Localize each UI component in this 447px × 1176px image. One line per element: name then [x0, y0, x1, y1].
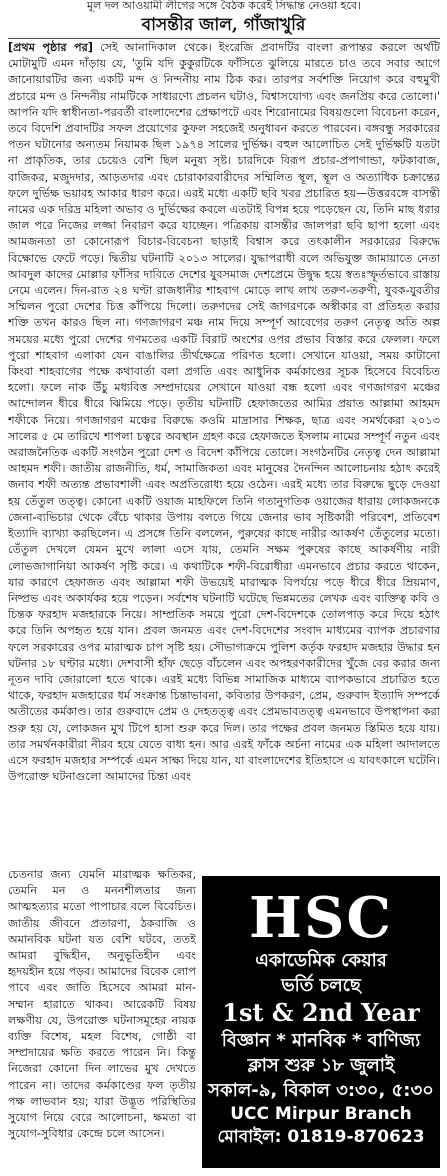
- ad-years: 1st & 2nd Year: [222, 998, 420, 1027]
- article-title: বাসন্তীর জাল, গাঁজাখুরি: [141, 15, 306, 35]
- title-rule: [8, 38, 440, 39]
- ad-times: সকাল-৯, বিকাল ৩:৩০, ৫:৩০: [208, 1080, 434, 1101]
- ad-phone: মোবাইল: 01819-870623: [217, 1127, 425, 1147]
- previous-article-tail: মূল দল আওয়ামী লীগের সঙ্গে বৈঠক করেই সিদ্ধান্ত নেওয়া হবে।: [87, 0, 361, 12]
- ad-brand: HSC: [249, 885, 393, 951]
- article-paragraph-main: [8, 40, 440, 867]
- ad-branch: UCC Mirpur Branch: [230, 1104, 412, 1124]
- hsc-advertisement: [202, 876, 440, 1168]
- ad-line-academic: একাডেমিক কেয়ার: [255, 950, 387, 971]
- ad-class-start: ক্লাস শুরু ১৮ জুলাই: [247, 1055, 395, 1076]
- article-paragraph-column: চেতনার জন্য যেমনি মারাত্মক ক্ষতিকর, তেমনি মন ও মননশীলতার জন্য আত্মহত্যার মতো পাপাচার বলে বিবেচিত। জাতীয় জীবনে প্রতারণা, ঠকবাজি ও অমানবিক ঘটনা যত বেশি ঘটবে, ততই আমরা বুদ্ধিহীন, অনুভূতিহীন এবং হৃদয়হীন হয়ে পড়ব। আমাদের বিবেক লোপ পাবে এবং জাতি হিসেবে আমরা মান-সম্মান হারাতে থাকব। আরেকটি বিষয় লক্ষণীয় যে, উপরোক্ত ঘটনাসমূহের নায়ক ব্যক্তি বিশেষ, মহল বিশেষ, গোষ্ঠী বা সম্প্রদায়ের ক্ষতি করতে পারেন নি। কিন্তু নিজেরা কোনো দিন লাভের মুখ দেখতে পারেন না। তাদের কর্মকাণ্ডের ফল তৃতীয় পক্ষ লাভবান হয়; যারা উদ্ভূত পরিস্থিতির সুযোগ নিয়ে বেরে আলোচনা, ক্ষমতা বা সুযোগ-সুবিধার কেন্দ্রে চলে আসেন।: [8, 868, 196, 1141]
- ad-line-admission: ভর্তি চলছে: [281, 975, 361, 996]
- ad-groups: বিজ্ঞান * মানবিক * বাণিজ্য: [221, 1030, 421, 1051]
- continuation-tag: [প্রথম পৃষ্ঠার পর]: [8, 41, 94, 54]
- paragraph-1-text: সেই আনাদিকাল থেকে। ইংরেজি প্রবাদটির বাংলা রূপান্তর করলে অর্থটি মোটামুটি এমন দাঁড়ায় যে, 'তুমি যদি কুকুরটিকে ফাঁসিতে ঝুলিয়ে মারতে চাও তবে সবার আগে জানোয়ারটির জন্য একটি মন্দ ও নিন্দনীয় নাম ঠিক কর। তারপর সর্বশক্তি নিয়োগ করে বহুমুখী প্রচারে মন্দ ও নিন্দনীয় নামটিকে সাধারণ্যে প্রচলন ঘটাও, বিশ্বাসযোগ্য এবং জনপ্রিয় করে তোলো।' আপনি যদি স্বাধীনতা-পরবর্তী বাংলাদেশের প্রেক্ষাপটে এবং শিরোনামের বিষয়গুলো বিবেচনা করেন, তবে বিদেশি প্রবাদটির সফল প্রয়োগের কুফল সহজেই অনুধাবন করতে পারবেন। বঙ্গবন্ধু সরকারের পতন ঘটানোর অন্যতম নিয়ামক ছিল ১৯৭৪ সালের দুর্ভিক্ষ। বহুল আলোচিত সেই দুর্ভিক্ষটি যতটা না প্রাকৃতিক, তার চেয়েও বেশি ছিল মনুষ্য সৃষ্ট। চারদিকে বিরূপ প্রচার-প্রপাগান্ডা, ফটকাবাজ, বাজিকর, মজুদদার, আড়তদার এবং চোরাকারবারীদের সম্মিলিত স্থূল, স্থূল ও অত্যাধিক চক্রান্তের ফলে দুর্ভিক্ষ ভয়াবহ আকার ধারণ করে। এরই মধ্যে একটি ছবি খবর প্রচারিত হয়—উত্তরবঙ্গে বাসন্তী নামের এক দরিদ্র মহিলা অভাব ও দুর্ভিক্ষের কবলে এতটাই বিপন্ন হয়ে পড়েছেন যে, তিনি মাছ ধরার জাল পরে নিজের লজ্জা নিবারণ করে যাচ্ছেন। পত্রিকায় বাসন্তীর জালপরা ছবি ছাপা হলো এবং আমজনতা তা কোনোরূপ বিচার-বিবেচনা ছাড়াই বিশ্বাস করে তৎকালীন সরকারের বিরুদ্ধে বিক্ষোভে ফেটে পড়ে। দ্বিতীয় ঘটনাটি ২০১৩ সালের। যুদ্ধাপরাধী বলে অভিযুক্ত জামায়াতে নেতা আবদুল কাদের মোল্লার ফাঁসির দাবিতে দেশের যুবসমাজ দেশপ্রেমে উদ্বুদ্ধ হয়ে স্বতঃস্ফূর্তভাবে রাস্তায় নেমে এলেন। দিন-রাত ২৪ ঘণ্টা রাজধানীর শাহবাগ মোড়ে লাখ লাখ তরুণ-তরুণী, যুবক-যুবতীর সম্মিলন পুরো দেশের চিত্ত কাঁপিয়ে দিলো। তরুণদের সেই জাগরণকে অস্বীকার বা প্রতিহত করার শক্তি তখন কারও ছিল না। গণজাগরণ মঞ্চ নাম দিয়ে সম্পূর্ণ আবেগের তরুণ নেতৃত্ব অতি অল্প সময়ের মধ্যে পুরো দেশের গণমতের একটি বিরাট অংশের ওপর প্রভাব বিস্তার করে ফেলল। ফলে পুরো শাহবাগ এলাকা যেন বাঙালির তীর্থক্ষেত্রে পরিণত হলো। সেখানে যাওয়া, সময় কাটানো কিংবা শাহবাগের পক্ষে কথাবার্তা বলা প্রগতি এবং আধুনিক কর্মকাণ্ডের সূচক হিসেবে বিবেচিত হলো। ফলে নাক উঁচু মধ্যবিত্ত সম্প্রদায়ের সেখানে যাওয়া বন্ধ হলো এবং গণজাগরণ মঞ্চের আন্দোলন ধীরে ধীরে ঝিমিয়ে পড়ে। তৃতীয় ঘটনাটি হেফাজতের আমির প্রয়াত আল্লামা আহমদ শফীকে নিয়ে। গণজাগরণ মঞ্চের বিরুদ্ধে কওমি মাদ্রাসার শিক্ষক, ছাত্র এবং সমর্থকেরা ২০১৩ সালের ৫ মে তারিখে শাপলা চত্বরে অবস্থান গ্রহণ করে হেফাজতে ইসলাম নামের সম্পূর্ণ নতুন এবং অরাজনৈতিক একটি সংগঠন পুরো দেশ ও বিদেশ কাঁপিয়ে তোলে। সংগঠনটির নেতৃত্ব দেন আল্লামা আহমদ শফী। জাতীয় রাজনীতি, ধর্ম, সামাজিকতা এবং মানুষের দৈনন্দিন আলোচনায় হঠাৎ করেই জনাব শফী অত্যন্ত প্রভাবশালী এবং অপ্রতিরোধ্য হয়ে ওঠেন। এরই মধ্যে তার বিরুদ্ধে ছুড়ে দেওয়া হয় তেঁতুল তত্ত্ব। কোনো একটি ওয়াজ মাহফিলে তিনি গতানুগতিক ওয়াজের ধারায় লোকজনকে জেনা-ব্যভিচার থেকে বেঁচে থাকার উপায় বলতে গিয়ে জেনার ভাব সৃষ্টিকারী পরিবেশ, প্রতিবেশ ইত্যাদি ব্যাখ্যা করছিলেন। এ প্রসঙ্গে তিনি বললেন, পুরুষের কাছে নারীর আকর্ষণ তেঁতুলের মতো। তেঁতুল দেখলে যেমন মুখে লালা এসে যায়, তেমনি সক্ষম পুরুষের কাছে আকর্ষণীয় নারী লোভজাগানিয়া আকর্ষণ সৃষ্টি করে। এ কথাটিকে শফী-বিরোধীরা এমনভাবে প্রচার করতে থাকেন, যার কারণে হেফাজত এবং আল্লামা শফী উভয়েই মারাত্মক বিপর্যয়ে পড়ে ধীরে ধীরে ম্রিয়মাণ, নিষ্প্রভ এবং অকার্যকর হয়ে পড়েন। সর্বশেষ ঘটনাটি ঘটেছে ভিন্নমতের লেখক এবং ব্যক্তিত্ব কবি ও চিন্তক ফরহাদ মজহারকে নিয়ে। সাম্প্রতিক সময়ে পুরো দেশ-বিদেশকে তোলপাড় করে দিয়ে হঠাৎ করে তিনি অপহৃত হয়ে যান। প্রবল জনমত এবং দেশ-বিদেশের সংবাদ মাধ্যমের ব্যাপক প্রচারণার ফলে সরকারের ওপর মারাত্মক চাপ সৃষ্টি হয়। সৌভাগ্যক্রমে পুলিশ কর্তৃক ফরহাদ মজহার উদ্ধার হন ঘটনার ১৮ ঘণ্টার মধ্যে। দেশবাসী হাঁফ ছেড়ে বাঁচলেন এবং অপহরণকারীদের খুঁজে বের করার জন্য নূতন দাবি জোরালো হতে থাকে। এরই মধ্যে বিভিন্ন সামাজিক মাধ্যমে ব্যাপকভাবে প্রচারিত হতে থাকে, ফরহাদ মজহারের ধর্ম সংক্রান্ত চিন্তাভাবনা, কবিতার উপকরণ, প্রেম, গুরুবাদ ইত্যাদি সম্পর্কে অতীতের কর্মকাণ্ড। তার গুরুবাদে প্রেম ও দেহতত্ত্ব এবং প্রেমভাবতত্ত্ব এমনভাবে উপস্থাপনা করা শুরু হয় যে, লোকজন মুখ টিপে হাসা শুরু করে দিল। তার পক্ষের প্রবল জনমত স্তিমিত হয়ে যায়। তার সমর্থনকারীরা নীরব হয়ে যেতে বাধ্য হন। আর এরই ফাঁকে অর্চনা নামের এক মহিলা আদালতে এসে ফরহাদ মজহার সম্পর্কে এমন সাক্ষ্য দিয়ে যান, যা বাংলাদেশের ইতিহাসে এ যাবৎকালে ঘটেনি। উপরোক্ত ঘটনাগুলো আমাদের চিন্তা এবং: [8, 41, 440, 784]
